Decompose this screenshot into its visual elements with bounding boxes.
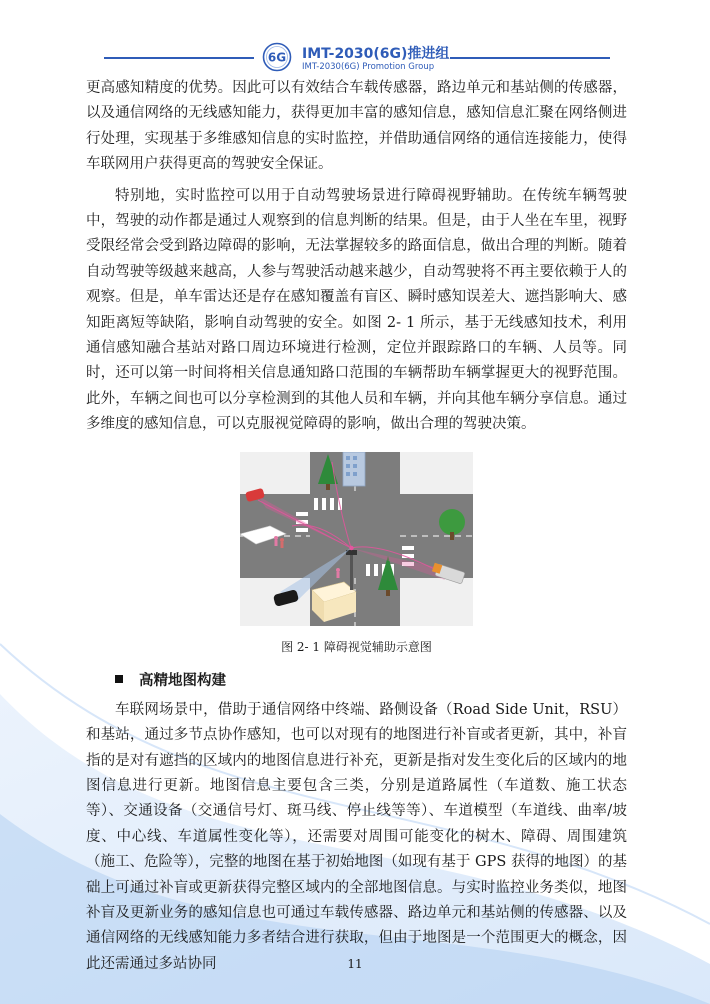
paragraph-1: 更高感知精度的优势。因此可以有效结合车载传感器，路边单元和基站侧的传感器，以及通信网络的无线感知能力，获得更加丰富的感知信息，感知信息汇聚在网络侧进行处理，实现基于多维感知信息的实时监控，并借助通信网络的通信连接能力，使得车联网用户获得更高的驾驶安全保证。 [86,80,627,173]
figure-caption: 图 2- 1 障碍视觉辅助示意图 [281,639,432,654]
header-rule-left [104,57,254,59]
header-rule-right [450,57,610,59]
header-title: IMT-2030(6G)推进组 [302,46,450,62]
pedestrian-icon [336,568,340,578]
page-content [86,76,627,977]
paragraph-3: 车联网场景中，借助于通信网络中终端、路侧设备（Road Side Unit，RSU）和基站，通过多节点协作感知，也可以对现有的地图进行补盲或者更新，其中，补盲指的是对有遮挡的区域内的地图信息进行补充，更新是指对发生变化后的区域内的地图信息进行更新。地图信息主要包含三类，分别是道路属性（车道数、施工状态等）、交通设备（交通信号灯、斑马线、停止线等等）、车道模型（车道线、曲率/坡度、中心线、车道属性变化等），还需要对周围可能变化的树木、障碍、周围建筑（施工、危险等），完整的地图在基于初始地图（如现有基于 GPS 获得的地图）的基础上可通过补盲或更新获得完整区域内的全部地图信息。与实时监控业务类似，地图补盲及更新业务的感知信息也可通过车载传感器、路边单元和基站侧的传感器、以及通信网络的无线感知能力多者结合进行获取，但由于地图是一个范围更大的概念，因此还需通过多站协同 [86,701,627,972]
logo-badge-text: 6G [267,50,287,65]
page-number: 11 [347,957,363,971]
section-heading-text: 高精地图构建 [139,672,226,689]
square-bullet-icon [115,675,123,683]
paragraph-2: 特别地，实时监控可以用于自动驾驶场景进行障碍视野辅助。在传统车辆驾驶中，驾驶的动作都是通过人观察到的信息判断的结果。但是，由于人坐在车里，视野受限经常会受到路边障碍的影响，无法掌握较多的路面信息，做出合理的判断。随着自动驾驶等级越来越高，人参与驾驶活动越来越少，自动驾驶将不再主要依赖于人的观察。但是，单车雷达还是存在感知覆盖有盲区、瞬时感知误差大、遮挡影响大、感知距离短等缺陷，影响自动驾驶的安全。如图 2- 1 所示，基于无线感知技术，利用通信感知融合基站对路口周边环境进行检测，定位并跟踪路口的车辆、人员等。同时，还可以第一时间将相关信息通知路口范围的车辆帮助车辆掌握更大的视野范围。此外，车辆之间也可以分享检测到的其他人员和车辆，并向其他车辆分享信息。通过多维度的感知信息，可以克服视觉障碍的影响，做出合理的驾驶决策。 [86,187,627,433]
section-heading [86,669,627,690]
header-subtitle: IMT-2030(6G) Promotion Group [302,62,435,72]
figure-intersection-illustration [240,452,473,626]
intersection-diagram [240,452,473,626]
imt-2030-logo [262,42,292,72]
